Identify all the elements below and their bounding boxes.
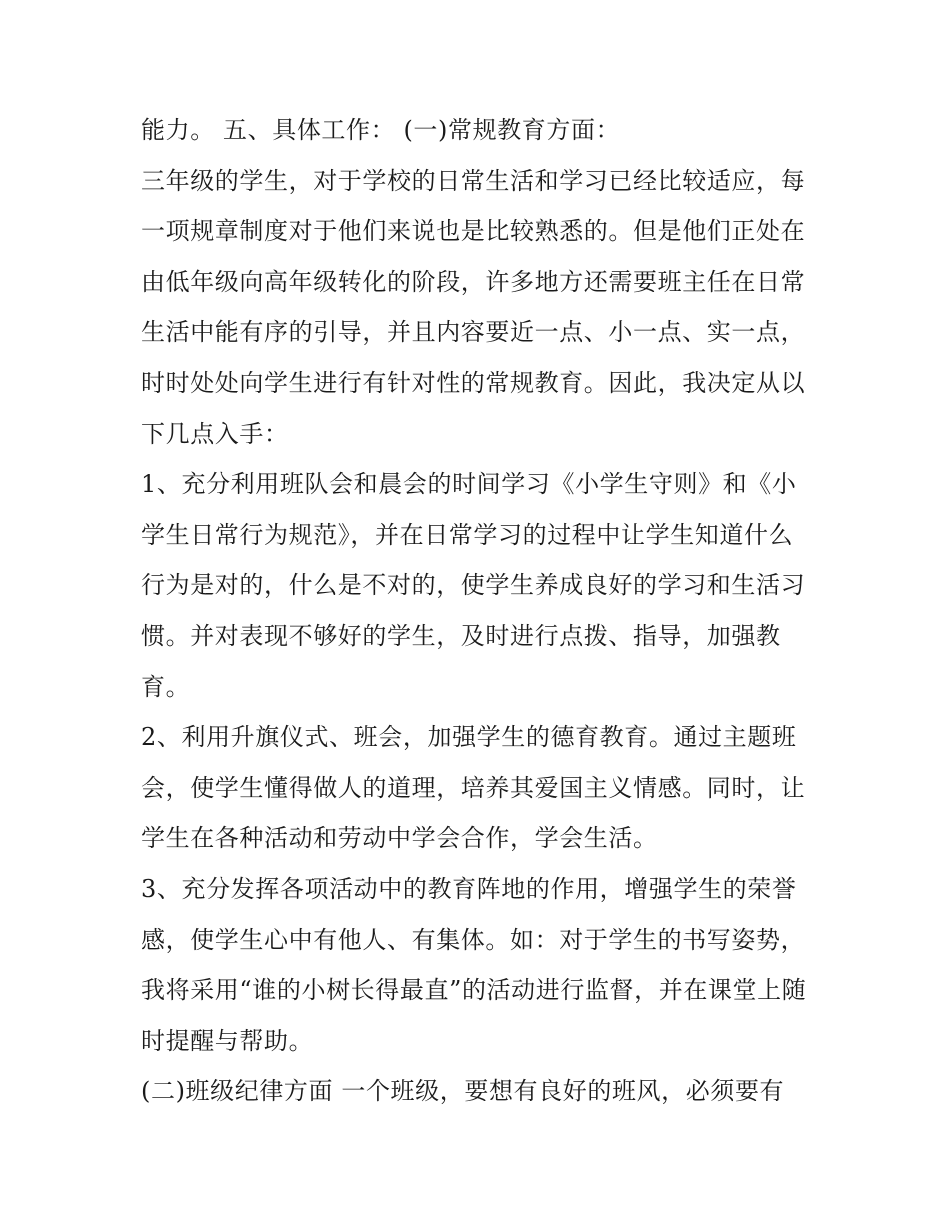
text-line-1: 能力。 五、具体工作： (一)常规教育方面： (141, 116, 621, 144)
text-line-14: 会，使学生懂得做人的道理，培养其爱国主义情感。同时，让 (141, 774, 806, 802)
text-line-8: 1、充分利用班队会和晨会的时间学习《小学生守则》和《小 (141, 470, 797, 498)
text-line-3: 一项规章制度对于他们来说也是比较熟悉的。但是他们正处在 (141, 217, 806, 245)
text-line-20: (二)班级纪律方面 一个班级，要想有良好的班风，必须要有 (141, 1077, 785, 1105)
text-line-11: 惯。并对表现不够好的学生，及时进行点拨、指导，加强教 (141, 622, 781, 650)
text-line-7: 下几点入手： (141, 420, 289, 448)
text-line-9: 学生日常行为规范》，并在日常学习的过程中让学生知道什么 (141, 521, 794, 549)
text-line-15: 学生在各种活动和劳动中学会合作，学会生活。 (141, 824, 658, 852)
text-line-13: 2、利用升旗仪式、班会，加强学生的德育教育。通过主题班 (141, 723, 797, 751)
text-line-2: 三年级的学生，对于学校的日常生活和学习已经比较适应，每 (141, 167, 806, 195)
text-line-19: 时提醒与帮助。 (141, 1027, 314, 1055)
text-line-18: 我将采用“谁的小树长得最直”的活动进行监督，并在课堂上随 (141, 976, 807, 1004)
text-line-4: 由低年级向高年级转化的阶段，许多地方还需要班主任在日常 (141, 268, 806, 296)
text-line-6: 时时处处向学生进行有针对性的常规教育。因此，我决定从以 (141, 369, 806, 397)
text-line-5: 生活中能有序的引导，并且内容要近一点、小一点、实一点， (141, 318, 806, 346)
text-line-17: 感，使学生心中有他人、有集体。如：对于学生的书写姿势， (141, 926, 806, 954)
text-line-16: 3、充分发挥各项活动中的教育阵地的作用，增强学生的荣誉 (141, 875, 797, 903)
text-line-12: 育。 (141, 673, 191, 701)
text-line-10: 行为是对的，什么是不对的，使学生养成良好的学习和生活习 (141, 571, 806, 599)
